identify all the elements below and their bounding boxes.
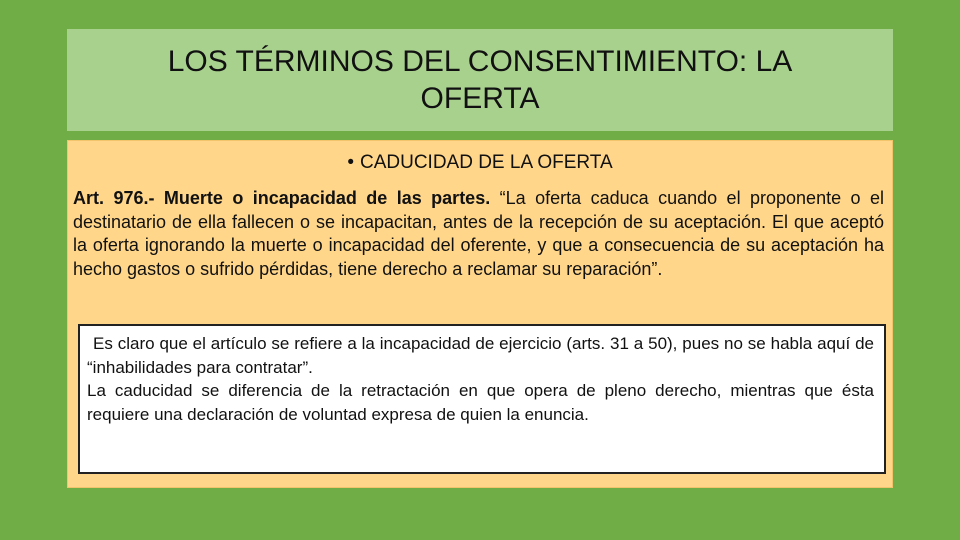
title-box [67,29,893,131]
bullet-icon: • [347,152,354,173]
slide-title: LOS TÉRMINOS DEL CONSENTIMIENTO: LA OFERTA [167,45,793,115]
article-body: “La oferta caduca cuando el proponente o el destinatario de ella fallecen o se incapacitan, antes de la recepción de su aceptación. El que aceptó la oferta ignorando la muerte o incapacidad del oferente, y que a consecuencia de su aceptación ha hecho gastos o sufrido pérdidas, tiene derecho a reclamar su reparación”. [73,188,884,279]
commentary-box [78,324,886,474]
content-box [67,140,893,488]
article-text [73,187,884,281]
section-heading-text: CADUCIDAD DE LA OFERTA [359,152,613,173]
section-heading [68,151,892,175]
article-heading: Art. 976.- Muerte o incapacidad de las partes. [73,188,491,208]
commentary-paragraph-1: Es claro que el artículo se refiere a la incapacidad de ejercicio (arts. 31 a 50), pues no se habla aquí de “inhabilidades para contratar”. [87,334,874,377]
commentary-paragraph-2: La caducidad se diferencia de la retractación en que opera de pleno derecho, mientras que ésta requiere una declaración de voluntad expresa de quien la enuncia. [87,381,874,424]
